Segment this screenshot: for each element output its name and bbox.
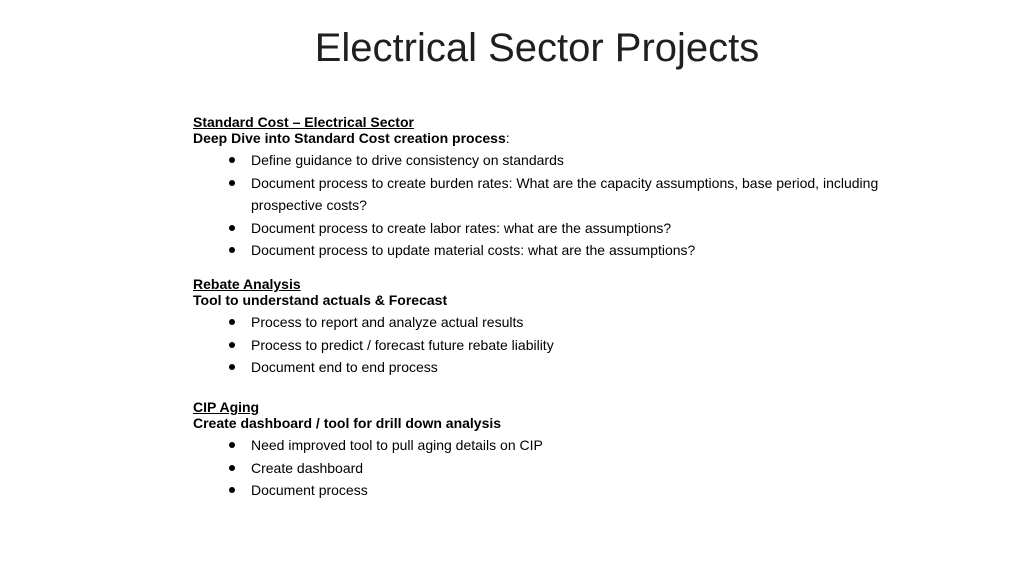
section-subheading [193,415,893,431]
list-item-text: Document process to update material costs: what are the assumptions? [251,242,696,258]
list-item [193,311,891,334]
list-item-text: Document process [251,482,368,498]
list-item [193,217,891,240]
bullet-icon [229,487,235,493]
bullet-icon [229,319,235,325]
section-rebate-analysis [193,276,893,379]
list-item [193,239,891,262]
list-item [193,434,891,457]
subheading-text: Deep Dive into Standard Cost creation process [193,130,506,146]
section-cip-aging [193,399,893,502]
list-item [193,457,891,480]
list-item-text: Define guidance to drive consistency on standards [251,152,564,168]
subheading-text: Tool to understand actuals & Forecast [193,292,448,308]
bullet-icon [229,465,235,471]
slide-title: Electrical Sector Projects [314,26,760,70]
list-item-text: Document end to end process [251,359,438,375]
list-item-text: Document process to create burden rates: What are the capacity assumptions, base period, including prospective costs? [251,174,879,213]
bullet-list [193,434,893,502]
bullet-icon [229,180,235,186]
subheading-text: Create dashboard / tool for drill down analysis [193,415,502,431]
bullet-icon [229,342,235,348]
bullet-list [193,149,893,262]
bullet-icon [229,225,235,231]
bullet-icon [229,247,235,253]
bullet-icon [229,157,235,163]
list-item [193,479,891,502]
list-item-text: Need improved tool to pull aging details on CIP [251,437,543,453]
section-heading: Rebate Analysis [193,276,301,292]
list-item-text: Process to report and analyze actual results [251,314,524,330]
subheading-suffix: : [505,130,510,146]
list-item-text: Document process to create labor rates: what are the assumptions? [251,219,672,236]
section-heading: CIP Aging [193,399,260,415]
section-subheading [193,130,893,146]
list-item [193,334,891,357]
list-item-text: Create dashboard [251,459,364,476]
list-item [193,356,891,379]
bullet-icon [229,364,235,370]
bullet-icon [229,442,235,448]
list-item [193,172,891,217]
section-subheading [193,292,893,308]
list-item-text: Process to predict / forecast future rebate liability [251,336,554,353]
section-heading: Standard Cost – Electrical Sector [193,114,414,130]
list-item [193,149,891,172]
section-standard-cost [193,114,893,262]
bullet-list [193,311,893,379]
